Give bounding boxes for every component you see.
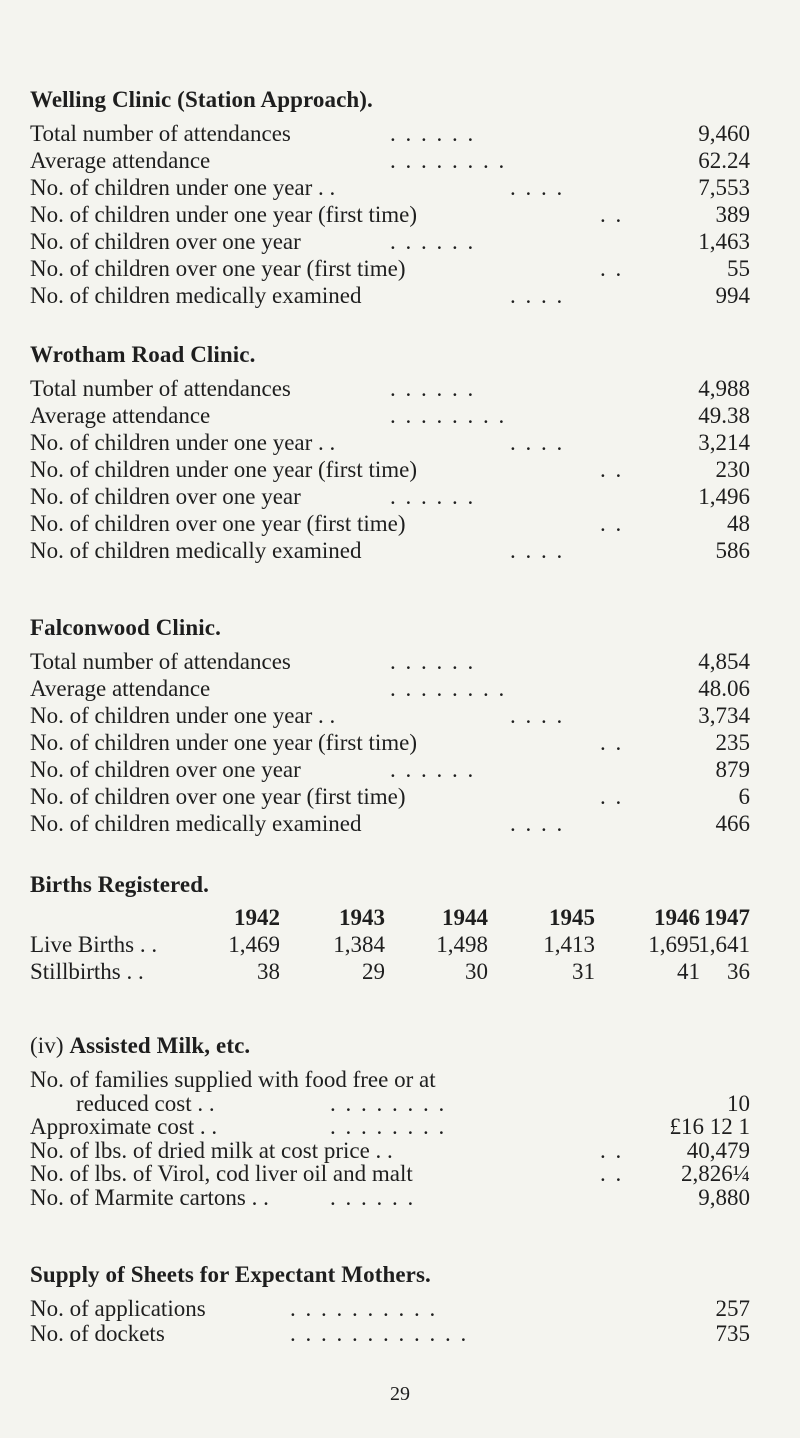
stat-row-leader: . . . . (510, 538, 565, 563)
milk-row-leader: . . (600, 1137, 624, 1163)
stat-row-leader: . . . . . . . . (390, 676, 507, 701)
stat-row-label: No. of children medically examined (30, 283, 362, 308)
page-number: 29 (390, 1383, 410, 1405)
section-heading: Falconwood Clinic. (30, 615, 221, 640)
stat-row-label: No. of children under one year . . (30, 175, 336, 200)
stat-row (30, 120, 750, 148)
births-year-header: 1946 (654, 905, 700, 930)
stat-row-leader: . . . . . . (390, 376, 476, 401)
stat-row (30, 756, 750, 784)
milk-row-value: 10 (727, 1090, 750, 1116)
stat-row (30, 228, 750, 256)
milk-row-label: No. of lbs. of Virol, cod liver oil and malt (30, 1161, 413, 1186)
stat-row-leader: . . . . (510, 283, 565, 308)
stat-row (30, 537, 750, 565)
milk-row-value: £16 12 1 (669, 1114, 750, 1139)
births-cell: 1,384 (333, 932, 385, 957)
stat-row (30, 810, 750, 838)
births-year-header: 1947 (704, 905, 750, 930)
stat-row-value: 389 (715, 202, 750, 227)
section-heading: Welling Clinic (Station Approach). (30, 87, 373, 112)
stat-row-value: 55 (727, 256, 750, 281)
births-year-header: 1944 (442, 905, 488, 930)
stat-row-label: Total number of attendances (30, 376, 291, 401)
milk-row (30, 1184, 750, 1212)
milk-row-label: No. of Marmite cartons . . (30, 1184, 269, 1210)
stat-row-label: Average attendance (30, 676, 211, 701)
births-cell: 30 (465, 959, 488, 984)
stat-row-value: 7,553 (698, 175, 750, 200)
births-cell: 1,413 (543, 932, 595, 957)
milk-row-leader: . . . . . . . . (330, 1114, 447, 1139)
milk-heading-title: Assisted Milk, etc. (69, 1033, 251, 1058)
births-year-header: 1942 (234, 905, 280, 930)
stat-row (30, 702, 750, 730)
stat-row-label: No. of children over one year (first time) (30, 784, 406, 809)
stat-row-label: No. of children over one year (first time) (30, 511, 406, 536)
stat-row-label: No. of children under one year (first time) (30, 202, 418, 227)
sheets-row (30, 1320, 750, 1348)
births-cell: 1,641 (698, 932, 750, 957)
sheets-row-label: No. of applications (30, 1296, 206, 1321)
stat-row-value: 9,460 (698, 121, 750, 146)
births-cell: 41 (677, 959, 700, 984)
births-year-header: 1943 (339, 905, 385, 930)
stat-row (30, 456, 750, 484)
stat-row-label: No. of children under one year . . (30, 703, 336, 728)
stat-row-leader: . . . . (510, 811, 565, 836)
stat-row-value: 994 (715, 283, 750, 308)
births-row-label: Live Births . . (30, 932, 158, 957)
stat-row (30, 402, 750, 430)
stat-row-value: 4,854 (698, 649, 750, 674)
stat-row-value: 49.38 (698, 403, 750, 428)
milk-heading (30, 1033, 250, 1059)
stat-row-value: 879 (715, 757, 750, 782)
stat-row (30, 375, 750, 403)
stat-row-leader: . . . . (510, 175, 565, 200)
milk-row-label: No. of lbs. of dried milk at cost price . . (30, 1137, 393, 1163)
stat-row-label: Average attendance (30, 403, 211, 428)
births-year-header: 1945 (549, 905, 595, 930)
stat-row-label: No. of children over one year (30, 484, 301, 509)
births-cell: 36 (727, 959, 750, 984)
milk-row-label: No. of families supplied with food free or at (30, 1067, 436, 1092)
stat-row-label: No. of children over one year (30, 229, 301, 254)
stat-row-leader: . . (600, 256, 624, 281)
stat-row-value: 586 (715, 538, 750, 563)
stat-row (30, 174, 750, 202)
milk-row-value: 40,479 (686, 1137, 750, 1163)
stat-row-leader: . . (600, 202, 624, 227)
milk-row-label: reduced cost . . (76, 1090, 215, 1116)
sheets-row-value: 735 (715, 1321, 750, 1346)
sheets-row-leader: . . . . . . . . . . (290, 1296, 438, 1321)
births-cell: 29 (362, 959, 385, 984)
births-row-label: Stillbirths . . (30, 959, 144, 984)
stat-row (30, 510, 750, 538)
stat-row (30, 201, 750, 229)
stat-row-label: Average attendance (30, 148, 211, 173)
stat-row-value: 3,214 (698, 430, 750, 455)
stat-row-label: No. of children over one year (30, 757, 301, 782)
stat-row (30, 282, 750, 310)
stat-row-label: No. of children under one year . . (30, 430, 336, 455)
births-cell: 31 (572, 959, 595, 984)
sheets-row (30, 1295, 750, 1323)
stat-row-value: 1,463 (698, 229, 750, 254)
sheets-row-value: 257 (715, 1296, 750, 1321)
stat-row-leader: . . . . . . (390, 757, 476, 782)
sheets-row-label: No. of dockets (30, 1321, 165, 1346)
stat-row-label: No. of children under one year (first time) (30, 457, 418, 482)
stat-row-leader: . . . . . . (390, 649, 476, 674)
stat-row-label: Total number of attendances (30, 121, 291, 146)
sheets-heading: Supply of Sheets for Expectant Mothers. (30, 1262, 431, 1287)
stat-row-value: 466 (715, 811, 750, 836)
stat-row (30, 429, 750, 457)
stat-row-leader: . . . . . . (390, 121, 476, 146)
stat-row-leader: . . (600, 511, 624, 536)
stat-row (30, 255, 750, 283)
milk-row-leader: . . (600, 1161, 624, 1186)
stat-row-leader: . . . . (510, 430, 565, 455)
stat-row (30, 483, 750, 511)
stat-row (30, 729, 750, 757)
milk-row-label: Approximate cost . . (30, 1114, 218, 1139)
milk-row-value: 9,880 (698, 1184, 750, 1210)
stat-row-label: No. of children under one year (first time) (30, 730, 418, 755)
stat-row-leader: . . . . . . (390, 484, 476, 509)
stat-row-value: 48 (727, 511, 750, 536)
stat-row-value: 1,496 (698, 484, 750, 509)
stat-row-label: No. of children medically examined (30, 811, 362, 836)
stat-row (30, 147, 750, 175)
births-cell: 1,498 (436, 932, 488, 957)
stat-row-value: 6 (738, 784, 750, 809)
stat-row-leader: . . . . . . (390, 229, 476, 254)
stat-row-value: 230 (715, 457, 750, 482)
sheets-row-leader: . . . . . . . . . . . . (290, 1321, 469, 1346)
births-heading: Births Registered. (30, 872, 209, 897)
stat-row-leader: . . . . (510, 703, 565, 728)
stat-row (30, 648, 750, 676)
milk-row-leader: . . . . . . (330, 1184, 416, 1210)
stat-row-label: No. of children medically examined (30, 538, 362, 563)
stat-row-label: Total number of attendances (30, 649, 291, 674)
stat-row-value: 235 (715, 730, 750, 755)
stat-row-leader: . . . . . . . . (390, 148, 507, 173)
stat-row-value: 48.06 (698, 676, 750, 701)
section-heading: Wrotham Road Clinic. (30, 342, 256, 367)
stat-row-leader: . . (600, 457, 624, 482)
milk-row-leader: . . . . . . . . (330, 1090, 447, 1116)
milk-heading-prefix: (iv) (30, 1033, 70, 1058)
stat-row (30, 675, 750, 703)
births-cell: 38 (257, 959, 280, 984)
births-cell: 1,469 (228, 932, 280, 957)
stat-row-leader: . . . . . . . . (390, 403, 507, 428)
stat-row-leader: . . (600, 784, 624, 809)
stat-row-value: 62.24 (698, 148, 750, 173)
births-cell: 1,695 (648, 932, 700, 957)
milk-row-value: 2,826¼ (681, 1161, 750, 1186)
stat-row-value: 4,988 (698, 376, 750, 401)
stat-row-label: No. of children over one year (first time) (30, 256, 406, 281)
stat-row-value: 3,734 (698, 703, 750, 728)
stat-row (30, 783, 750, 811)
stat-row-leader: . . (600, 730, 624, 755)
